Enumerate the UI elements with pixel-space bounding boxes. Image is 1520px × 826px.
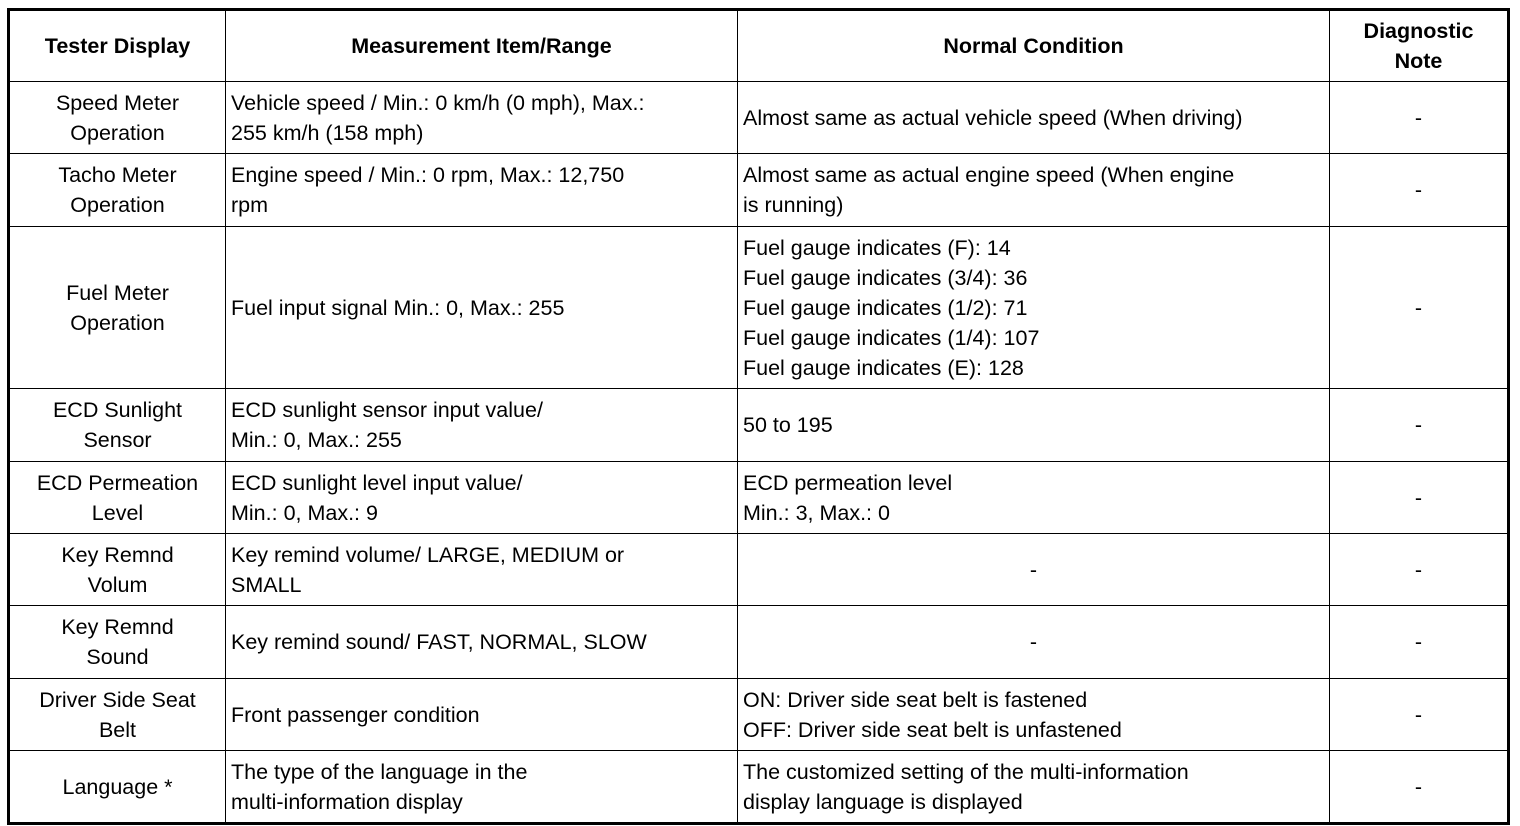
normal-condition-cell: ECD permeation level Min.: 3, Max.: 0 — [738, 462, 1330, 534]
table-row — [9, 462, 1509, 534]
normal-condition-cell: Almost same as actual vehicle speed (When driving) — [738, 82, 1330, 154]
tester-display-cell: ECD Permeation Level — [9, 462, 226, 534]
normal-condition-cell: The customized setting of the multi-information display language is displayed — [738, 751, 1330, 824]
fuel-gauge-line: Fuel gauge indicates (1/4): 107 — [743, 325, 1040, 350]
normal-condition-cell: ON: Driver side seat belt is fastened OFF: Driver side seat belt is unfastened — [738, 679, 1330, 751]
tester-display-cell: Language * — [9, 751, 226, 824]
fuel-gauge-line: Fuel gauge indicates (F): 14 — [743, 235, 1011, 260]
header-measurement-item-range: Measurement Item/Range — [226, 10, 738, 82]
diagnostic-note-cell: - — [1330, 606, 1509, 679]
diagnostic-note-cell: - — [1330, 462, 1509, 534]
table-row — [9, 606, 1509, 679]
measurement-cell: Key remind volume/ LARGE, MEDIUM or SMALL — [226, 534, 738, 606]
tester-display-cell: Driver Side Seat Belt — [9, 679, 226, 751]
tester-display-cell: Key Remnd Sound — [9, 606, 226, 679]
measurement-cell: Fuel input signal Min.: 0, Max.: 255 — [226, 227, 738, 389]
header-tester-display: Tester Display — [9, 10, 226, 82]
normal-condition-cell — [738, 227, 1330, 389]
measurement-cell: ECD sunlight sensor input value/ Min.: 0, Max.: 255 — [226, 389, 738, 462]
table-row — [9, 82, 1509, 154]
tester-display-cell: Tacho Meter Operation — [9, 154, 226, 227]
normal-condition-cell: - — [738, 534, 1330, 606]
header-normal-condition: Normal Condition — [738, 10, 1330, 82]
table-row — [9, 534, 1509, 606]
measurement-cell: The type of the language in the multi-information display — [226, 751, 738, 824]
fuel-gauge-line: Fuel gauge indicates (3/4): 36 — [743, 265, 1028, 290]
measurement-cell: Key remind sound/ FAST, NORMAL, SLOW — [226, 606, 738, 679]
table-row — [9, 751, 1509, 824]
diagnostic-note-cell: - — [1330, 154, 1509, 227]
fuel-gauge-line: Fuel gauge indicates (1/2): 71 — [743, 295, 1028, 320]
normal-condition-cell: - — [738, 606, 1330, 679]
tester-display-cell: Speed Meter Operation — [9, 82, 226, 154]
diagnostic-note-cell: - — [1330, 679, 1509, 751]
diagnostic-note-cell: - — [1330, 82, 1509, 154]
normal-condition-cell: Almost same as actual engine speed (When engine is running) — [738, 154, 1330, 227]
data-monitor-table — [7, 8, 1510, 825]
tester-display-cell: ECD Sunlight Sensor — [9, 389, 226, 462]
tester-display-cell: Key Remnd Volum — [9, 534, 226, 606]
diagnostic-note-cell: - — [1330, 534, 1509, 606]
table-row — [9, 227, 1509, 389]
measurement-cell: Front passenger condition — [226, 679, 738, 751]
diagnostic-note-cell: - — [1330, 751, 1509, 824]
tester-display-cell: Fuel Meter Operation — [9, 227, 226, 389]
fuel-gauge-line: Fuel gauge indicates (E): 128 — [743, 355, 1024, 380]
measurement-cell: Engine speed / Min.: 0 rpm, Max.: 12,750 rpm — [226, 154, 738, 227]
normal-condition-cell: 50 to 195 — [738, 389, 1330, 462]
diagnostic-note-cell: - — [1330, 389, 1509, 462]
measurement-cell: ECD sunlight level input value/ Min.: 0, Max.: 9 — [226, 462, 738, 534]
table-row — [9, 389, 1509, 462]
table-row — [9, 679, 1509, 751]
header-diagnostic-note: Diagnostic Note — [1330, 10, 1509, 82]
table-row — [9, 154, 1509, 227]
measurement-cell: Vehicle speed / Min.: 0 km/h (0 mph), Max.: 255 km/h (158 mph) — [226, 82, 738, 154]
diagnostic-note-cell: - — [1330, 227, 1509, 389]
header-row — [9, 10, 1509, 82]
